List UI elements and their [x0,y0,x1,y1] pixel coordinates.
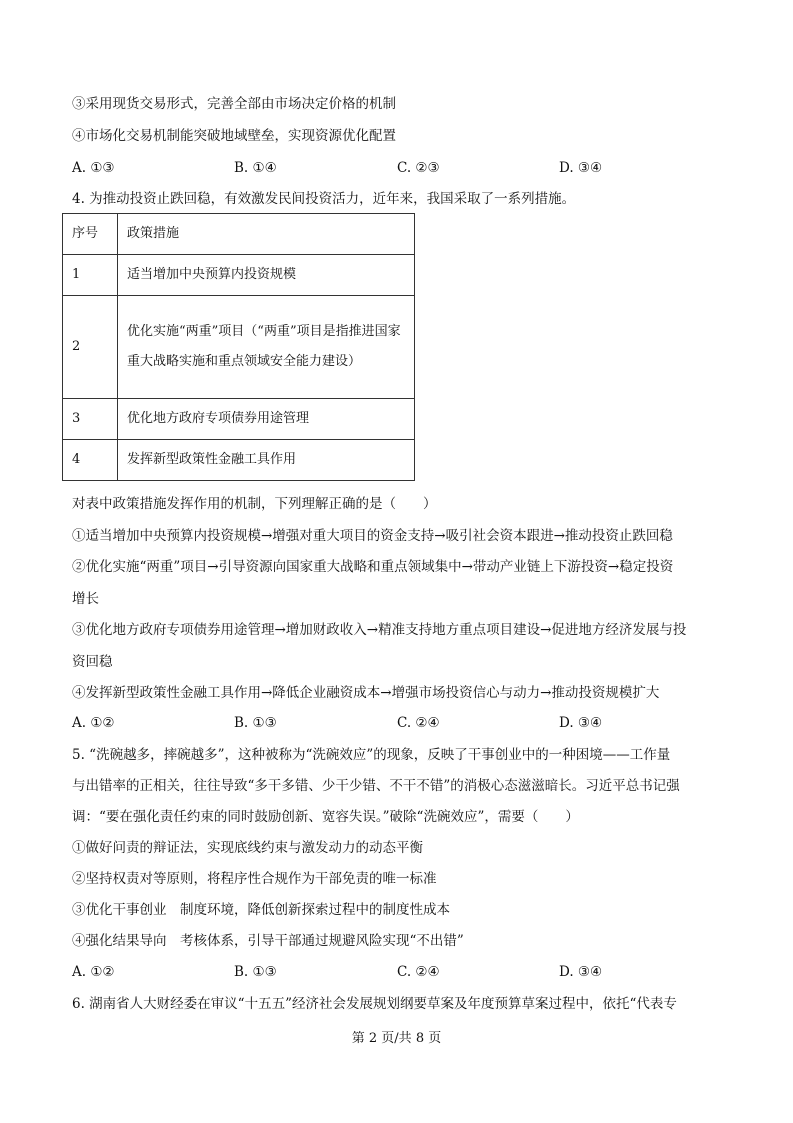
table-row [63,399,415,440]
q4-item-3-cont: 资回稳 [72,654,113,670]
option-line: ③采用现货交易形式，完善全部由市场决定价格的机制 [72,96,396,112]
option-d: D. ③④ [559,964,603,980]
q4-stem: 4. 为推动投资止跌回稳，有效激发民间投资活力，近年来，我国采取了一系列措施。 [72,191,576,207]
q5-options [72,964,732,982]
option-a: A. ①② [72,715,115,731]
row-no: 1 [63,255,118,296]
policy-table [62,213,415,481]
row-text: 发挥新型政策性金融工具作用 [118,440,415,481]
option-a: A. ①③ [72,160,115,176]
header-policy: 政策措施 [118,214,415,255]
q5-stem-line-2: 与出错率的正相关，往往导致“多干多错、少干少错、不干不错”的消极心态滋滋暗长。习近平总书记强 [72,778,680,794]
q5-item-4: ④强化结果导向 考核体系，引导干部通过规避风险实现“不出错” [72,933,464,949]
q4-item-4: ④发挥新型政策性金融工具作用→降低企业融资成本→增强市场投资信心与动力→推动投资规模扩大 [72,685,660,701]
row-no: 2 [63,296,118,399]
option-b: B. ①③ [234,715,277,731]
q5-stem-line-1: 5. “洗碗越多，摔碗越多”，这种被称为“洗碗效应”的现象，反映了干事创业中的一种困境——工作量 [72,747,671,763]
q5-item-2: ②坚持权责对等原则，将程序性合规作为干部免责的唯一标准 [72,871,437,887]
q4-item-1: ①适当增加中央预算内投资规模→增强对重大项目的资金支持→吸引社会资本跟进→推动投资止跌回稳 [72,528,673,544]
q6-stem: 6. 湖南省人大财经委在审议“十五五”经济社会发展规划纲要草案及年度预算草案过程中，依托“代表专 [72,996,677,1012]
row-no: 4 [63,440,118,481]
q4-options [72,715,732,733]
q3-options [72,160,732,178]
table-row [63,296,415,399]
page-footer: 第 2 页/共 8 页 [351,1031,442,1046]
row-no: 3 [63,399,118,440]
row-text: 优化实施“两重”项目（“两重”项目是指推进国家重大战略实施和重点领域安全能力建设） [118,296,415,399]
option-c: C. ②④ [397,964,440,980]
option-d: D. ③④ [559,715,603,731]
q5-item-1: ①做好问责的辩证法，实现底线约束与激发动力的动态平衡 [72,840,423,856]
q5-stem-line-3: 调：“要在强化责任约束的同时鼓励创新、宽容失误。”破除“洗碗效应”，需要（ ） [72,809,579,825]
header-no: 序号 [63,214,118,255]
option-c: C. ②④ [397,715,440,731]
option-a: A. ①② [72,964,115,980]
option-c: C. ②③ [397,160,440,176]
option-d: D. ③④ [559,160,603,176]
row-text: 优化地方政府专项债券用途管理 [118,399,415,440]
table-row [63,255,415,296]
row-text: 适当增加中央预算内投资规模 [118,255,415,296]
q5-item-3: ③优化干事创业 制度环境，降低创新探索过程中的制度性成本 [72,902,450,918]
q4-question: 对表中政策措施发挥作用的机制，下列理解正确的是（ ） [72,496,437,512]
option-line: ④市场化交易机制能突破地域壁垒，实现资源优化配置 [72,128,396,144]
q4-item-2-cont: 增长 [72,591,99,607]
q4-item-3: ③优化地方政府专项债券用途管理→增加财政收入→精准支持地方重点项目建设→促进地方经济发展与投 [72,622,687,638]
option-b: B. ①③ [234,964,277,980]
table-header-row [63,214,415,255]
option-b: B. ①④ [234,160,277,176]
table-row [63,440,415,481]
q4-item-2: ②优化实施“两重”项目→引导资源向国家重大战略和重点领域集中→带动产业链上下游投资→稳定投资 [72,559,674,575]
